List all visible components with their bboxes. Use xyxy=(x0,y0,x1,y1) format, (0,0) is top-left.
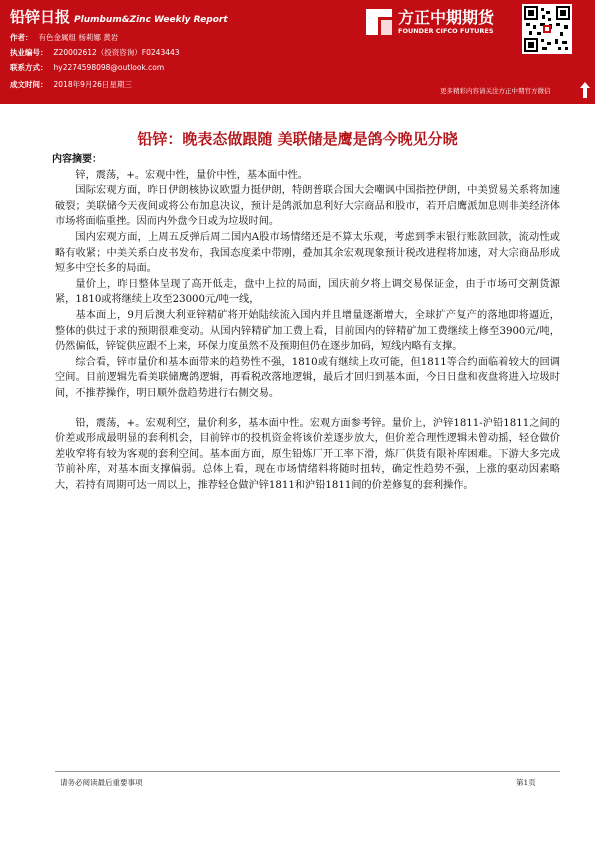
paragraph: 国内宏观方面，上周五反弹后周二国内A股市场情绪还是不算太乐观，考虑到季末银行账款回款，流动性或略有收紧；中美关系白皮书发布，我国态度柔中带刚，叠加其余宏观现象预计税改进程将加速，对大宗商品形成短多中空长多的局面。 xyxy=(55,231,560,275)
footer-disclaimer: 请务必阅读最后重要事项 xyxy=(60,778,143,787)
author-label: 作者： xyxy=(10,33,33,42)
logo-en: FOUNDER CIFCO FUTURES xyxy=(398,27,494,35)
contact-value: hy2274598098@outlook.com xyxy=(53,63,165,72)
date-label: 成文时间： xyxy=(10,80,48,89)
arrow-up-icon xyxy=(580,82,590,98)
contact-label: 联系方式： xyxy=(10,63,48,72)
date-value: 2018年9月26日星期三 xyxy=(53,80,132,89)
report-header xyxy=(0,0,595,104)
license-line xyxy=(10,47,180,58)
paragraph: 基本面上，9月后澳大利亚锌精矿将开始陆续流入国内并且增量逐渐增大，全球扩产复产的落地即将逼近，整体的供过于求的预期很难变动。从国内锌精矿加工费上看，目前国内的锌精矿加工费继续上修至3900元/吨，仍然偏低，锌锭供应跟不上来，环保力度虽然不及预期但仍在逐步加码，短线内略有支撑。 xyxy=(55,309,560,353)
report-content xyxy=(52,152,560,493)
qr-caption: 更多精彩内容请关注方正中期官方微信 xyxy=(440,87,551,95)
qr-code-icon xyxy=(524,6,570,52)
report-brand xyxy=(10,6,228,27)
report-title: 铅锌：晚表态做跟随 美联储是鹰是鸽今晚见分晓 xyxy=(137,130,458,148)
page-number: 第1页 xyxy=(516,778,536,787)
author-line xyxy=(10,32,118,43)
paragraph: 国际宏观方面，昨日伊朗核协议欧盟力挺伊朗，特朗普联合国大会嘲讽中国指控伊朗，中美贸易关系将加速破裂；美联储今天夜间或将公布加息决议，预计是鸽派加息利好大宗商品和股市，若开启鹰派加息则非美经济体市场将面临重挫。因而内外盘今日或为垃圾时间。 xyxy=(55,185,560,228)
license-label: 执业编号： xyxy=(10,48,48,57)
brand-cn: 铅锌日报 xyxy=(10,8,71,26)
paragraph-gap xyxy=(55,402,560,416)
wechat-qr-code xyxy=(522,4,572,54)
paragraph: 铅，震荡，+。宏观利空，量价利多，基本面中性。宏观方面参考锌。量价上，沪锌1811-沪铅1811之间的价差或形成最明显的套利机会，目前锌市的投机资金将该价差逐步放大，但价差合理性逻辑未曾动摇，轻仓做价差收窄将有较为客观的套利空间。基本面方面，原生铅炼厂开工率下滑，炼厂供货有限补库困难。下游大多完成节前补库，对基本面支撑偏弱。总体上看，现在市场情绪料将随时扭转，确定性趋势不强，上涨的驱动因素略大，若持有周期可达一周以上，推荐轻仓做沪锌1811和沪铅1811间的价差修复的套利操作。 xyxy=(55,417,560,491)
brand-en: Plumbum&Zinc Weekly Report xyxy=(74,15,228,25)
license-value: Z20002612（投资咨询）F0243443 xyxy=(53,48,180,57)
logo-cn: 方正中期期货 xyxy=(398,8,495,27)
company-logo xyxy=(364,5,514,39)
summary-heading: 内容摘要： xyxy=(52,154,102,165)
paragraph: 锌，震荡，+。宏观中性，量价中性，基本面中性。 xyxy=(75,169,309,181)
logo-mark-icon xyxy=(364,7,394,37)
contact-line xyxy=(10,62,164,73)
footer-divider xyxy=(55,771,560,772)
paragraph: 综合看，锌市量价和基本面带来的趋势性不强，1810或有继续上攻可能，但1811等合约面临着较大的回调空间。目前逻辑先看美联储鹰鸽逻辑，再看税改落地逻辑，最后才回归到基本面，今日日盘和夜盘将进入垃圾时间，不推荐操作，明日顺外盘趋势进行右侧交易。 xyxy=(55,356,560,399)
paragraph: 量价上，昨日整体呈现了高开低走，盘中上拉的局面，国庆前夕将上调交易保证金，由于市场可交割货源紧，1810或将继续上攻至23000元/吨一线， xyxy=(55,278,560,306)
date-line xyxy=(10,79,132,90)
author-value: 有色金属组 杨莉娜 黄岩 xyxy=(38,33,119,42)
